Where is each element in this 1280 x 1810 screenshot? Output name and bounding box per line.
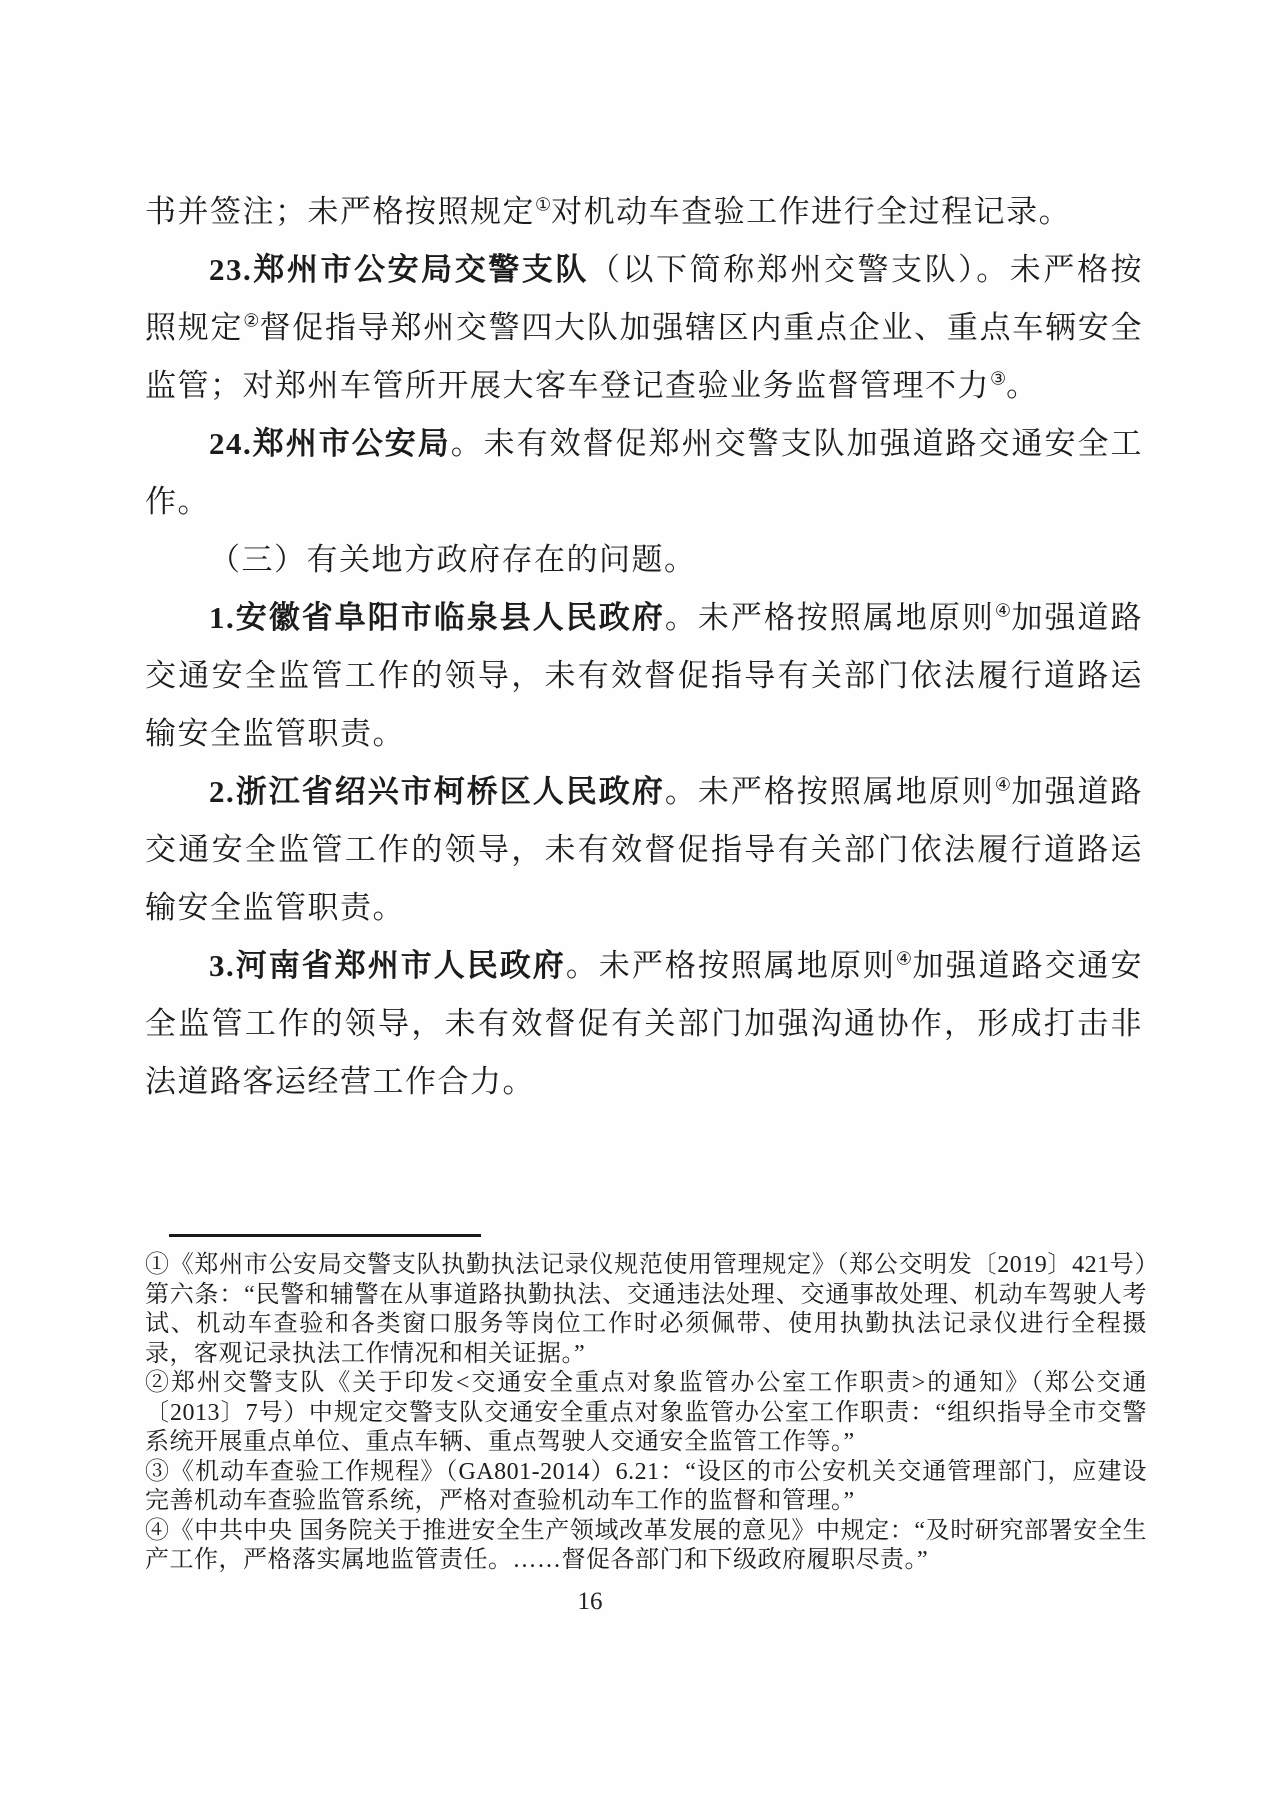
footnote-2: ②郑州交警支队《关于印发<交通安全重点对象监管办公室工作职责>的通知》（郑公交通〔2013〕7号）中规定交警支队交通安全重点对象监管办公室工作职责：“组织指导全市交警系统开展重点单位、重点车辆、重点驾驶人交通安全监管工作等。” bbox=[145, 1370, 1147, 1455]
footnote-ref-2: ② bbox=[243, 310, 260, 331]
org-name-bold: 2.浙江省绍兴市柯桥区人民政府 bbox=[209, 774, 665, 809]
paragraph-text: 对机动车查验工作进行全过程记录。 bbox=[551, 194, 1072, 229]
document-body bbox=[145, 183, 1143, 1111]
paragraph-item-3 bbox=[145, 937, 1143, 1111]
paragraph-text: 督促指导郑州交警四大队加强辖区内重点企业、重点车辆安全监管；对郑州车管所开展大客车登记查验业务监督管理不力 bbox=[145, 310, 1144, 403]
org-name-bold: 1.安徽省阜阳市临泉县人民政府 bbox=[209, 600, 665, 635]
footnote-divider bbox=[169, 1234, 481, 1237]
page-number: 16 bbox=[577, 1588, 603, 1615]
footnote-3: ③《机动车查验工作规程》（GA801-2014）6.21：“设区的市公安机关交通管理部门，应建设完善机动车查验监管系统，严格对查验机动车工作的监督和管理。” bbox=[145, 1458, 1147, 1514]
footnote-ref-3: ③ bbox=[990, 368, 1007, 389]
paragraph-item-24 bbox=[145, 415, 1143, 531]
paragraph-item-2 bbox=[145, 763, 1143, 937]
footnote-4: ④《中共中央 国务院关于推进安全生产领域改革发展的意见》中规定：“及时研究部署安全生产工作，严格落实属地监管责任。……督促各部门和下级政府履职尽责。” bbox=[145, 1517, 1147, 1573]
org-name-bold: 3.河南省郑州市人民政府 bbox=[209, 948, 566, 983]
paragraph-text: 加强道路交通安全监管工作的领导，未有效督促指导有关部门依法履行道路运输安全监管职责。 bbox=[145, 774, 1144, 925]
paragraph-item-1 bbox=[145, 589, 1143, 763]
footnote-section bbox=[145, 1234, 1147, 1576]
org-name-bold: 23.郑州市公安局交警支队 bbox=[209, 252, 589, 287]
paragraph-text: 。未严格按照属地原则 bbox=[664, 600, 995, 635]
paragraph-text: （以下简称郑州交警支队）。未严格按照规定 bbox=[145, 252, 1144, 345]
paragraph-text: 书并签注；未严格按照规定 bbox=[145, 194, 535, 229]
footnote-ref-1: ① bbox=[535, 194, 552, 215]
section-heading bbox=[145, 531, 1143, 589]
paragraph-text: 加强道路交通安全监管工作的领导，未有效督促有关部门加强沟通协作，形成打击非法道路客运经营工作合力。 bbox=[145, 948, 1144, 1099]
paragraph-item-23 bbox=[145, 241, 1143, 415]
section-heading-text: （三）有关地方政府存在的问题。 bbox=[209, 542, 697, 577]
footnote-ref-4: ④ bbox=[994, 774, 1012, 795]
org-name-bold: 24.郑州市公安局 bbox=[209, 426, 451, 461]
paragraph-continuation bbox=[145, 183, 1143, 241]
footnote-ref-4: ④ bbox=[994, 600, 1012, 621]
paragraph-text: 。未严格按照属地原则 bbox=[664, 774, 995, 809]
paragraph-text: 加强道路交通安全监管工作的领导，未有效督促指导有关部门依法履行道路运输安全监管职责。 bbox=[145, 600, 1144, 751]
paragraph-text: 。未有效督促郑州交警支队加强道路交通安全工作。 bbox=[145, 426, 1144, 519]
paragraph-text: 。未严格按照属地原则 bbox=[565, 948, 896, 983]
footnote-ref-4: ④ bbox=[895, 948, 913, 969]
paragraph-text: 。 bbox=[1006, 368, 1039, 403]
footnote-1: ①《郑州市公安局交警支队执勤执法记录仪规范使用管理规定》（郑公交明发〔2019〕421号）第六条：“民警和辅警在从事道路执勤执法、交通违法处理、交通事故处理、机动车驾驶人考试、机动车查验和各类窗口服务等岗位工作时必须佩带、使用执勤执法记录仪进行全程摄录，客观记录执法工作情况和相关证据。” bbox=[145, 1252, 1147, 1367]
